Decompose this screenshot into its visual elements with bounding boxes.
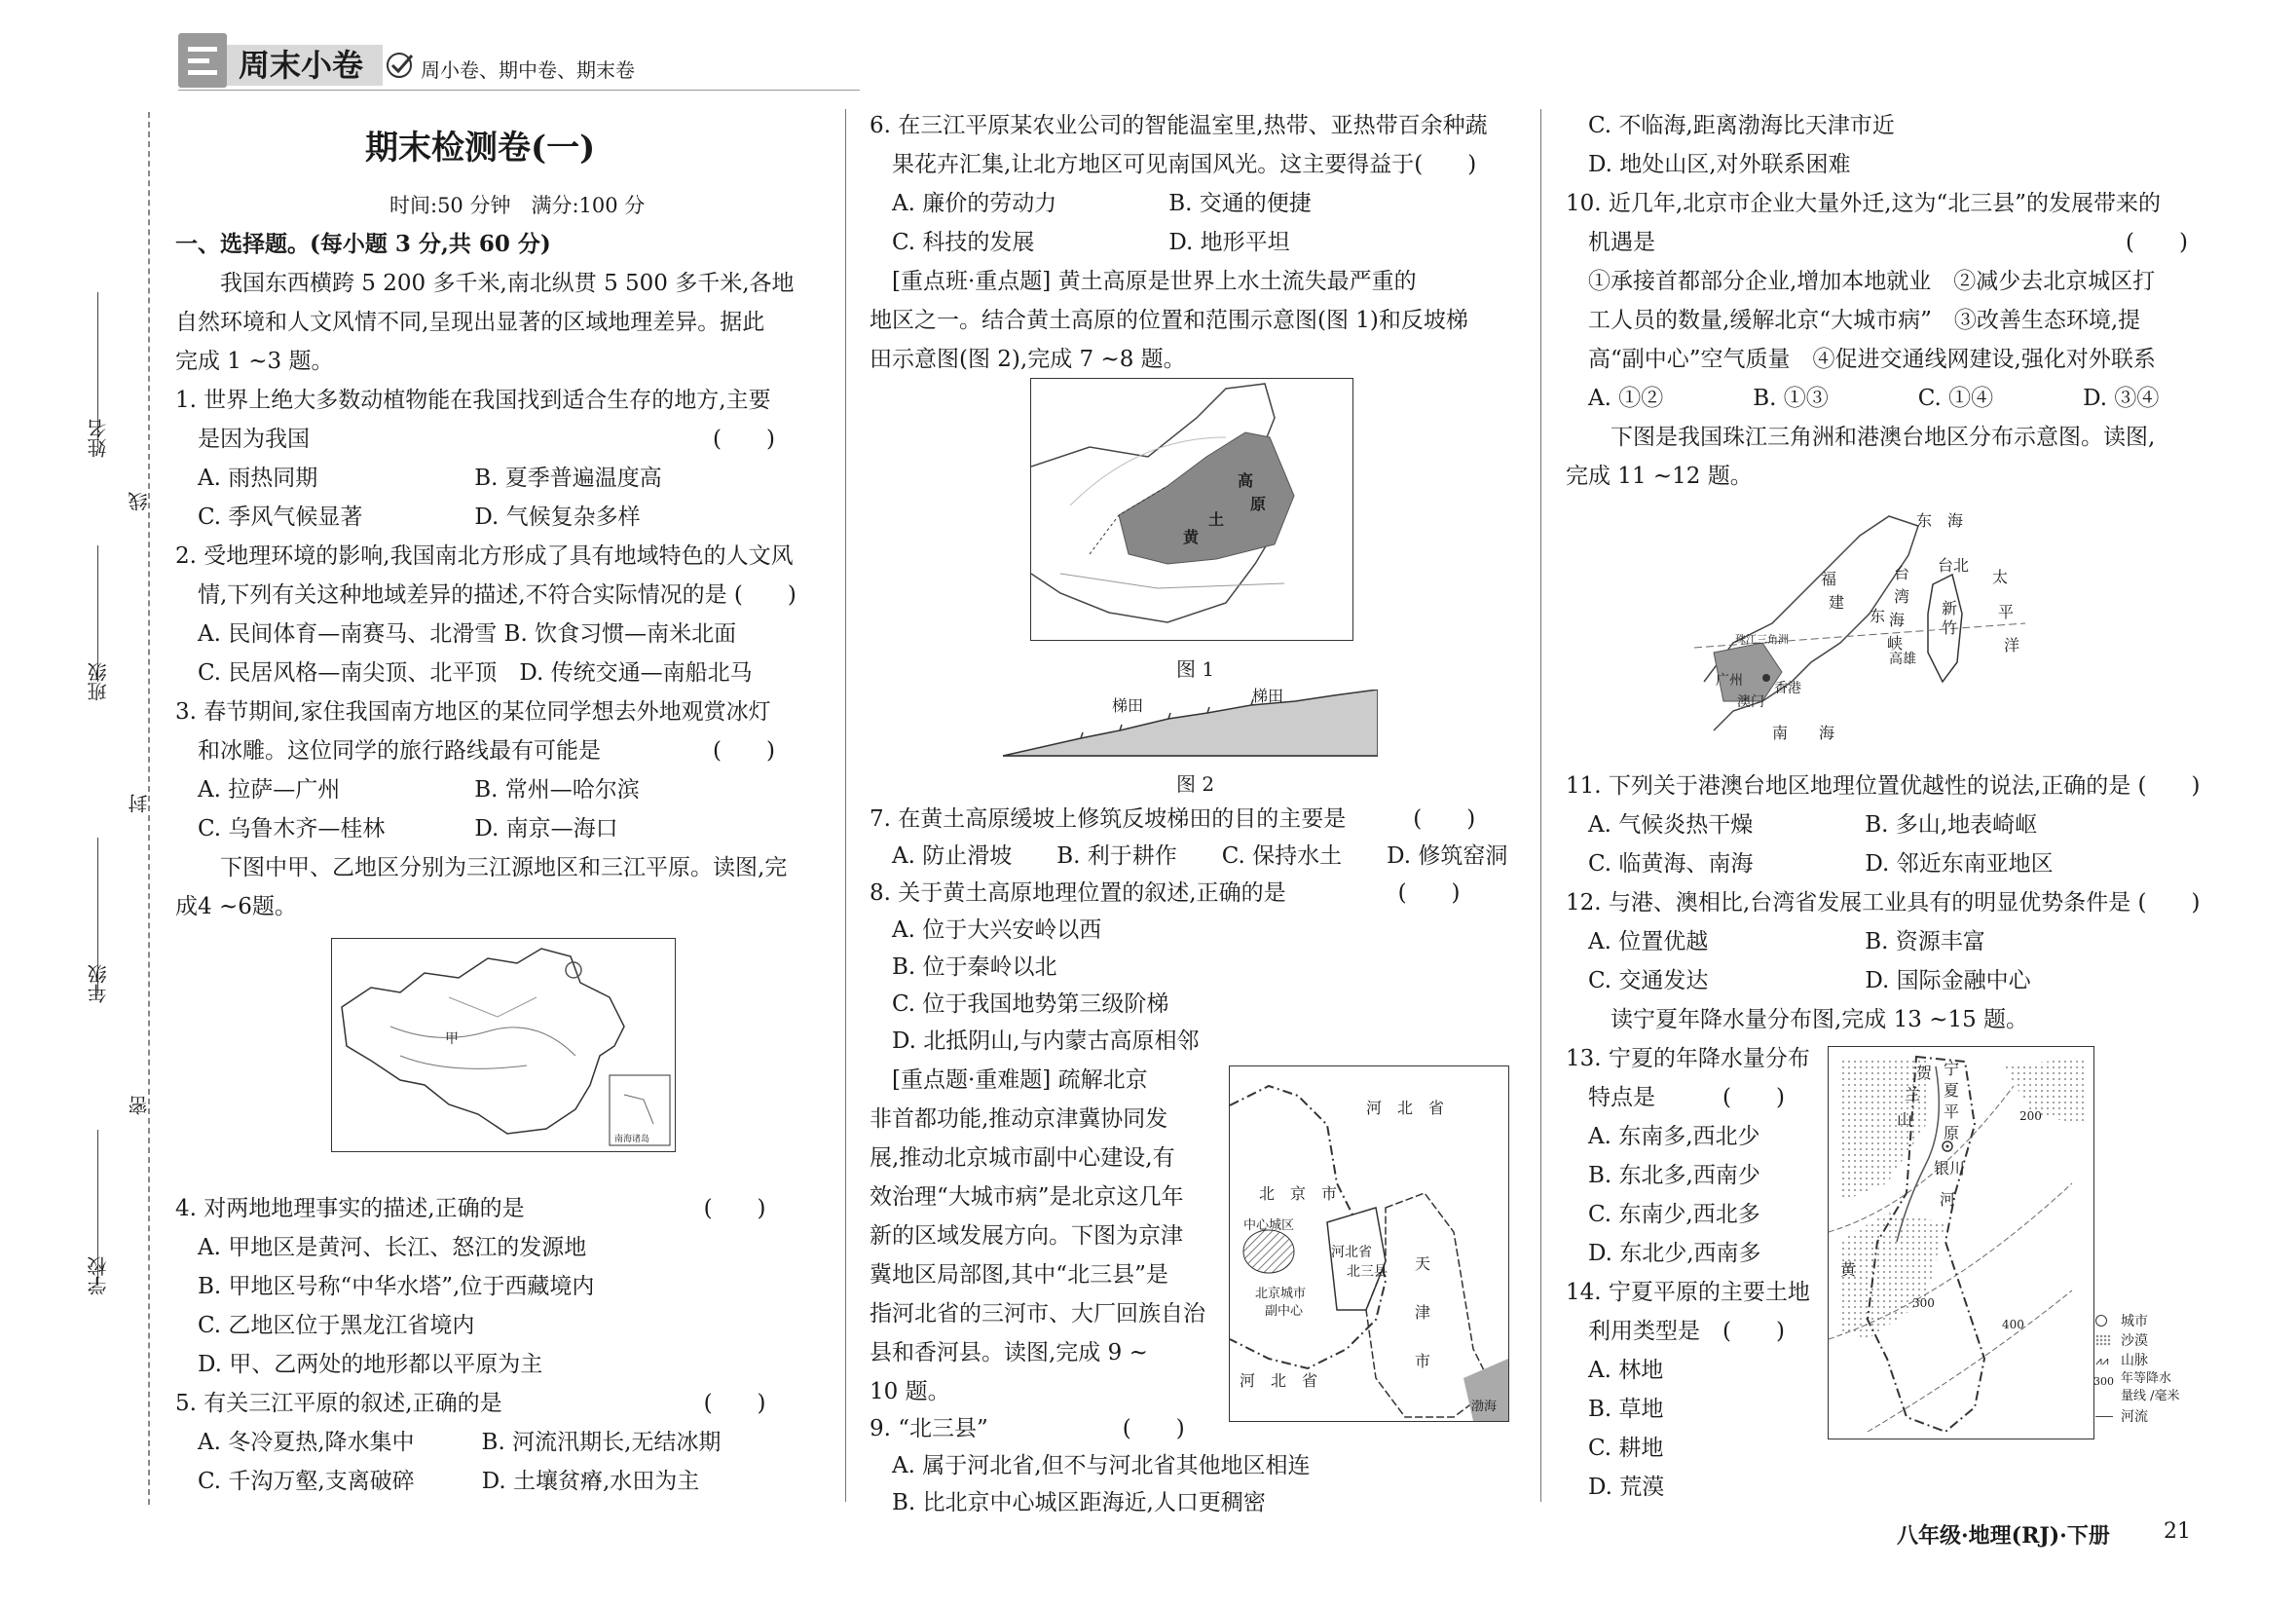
label-river-he: 河	[1940, 1190, 1956, 1209]
option-line: D. 地处山区,对外联系困难	[1566, 152, 1851, 177]
label-sub-center-1: 北京城市	[1255, 1287, 1307, 1301]
label-sub-center-2: 副中心	[1265, 1304, 1304, 1319]
paper-meta: 时间:50 分钟 满分:100 分	[389, 194, 646, 217]
legend-city: 城市	[2121, 1314, 2148, 1329]
option-line: C. 交通发达 D. 国际金融中心	[1566, 968, 2031, 993]
label-south-sea: 南 海	[1772, 724, 1835, 742]
label-fu: 福	[1821, 570, 1837, 588]
question-3: 3. 春节期间,家住我国南方地区的某位同学想去外地观赏冰灯	[175, 699, 771, 725]
footer-text: 八年级·地理(RJ)·下册	[1897, 1523, 2110, 1549]
column-divider-2	[1540, 109, 1541, 1502]
text-line: 非首都功能,推动京津冀协同发	[870, 1106, 1168, 1132]
legend-mountain: 山脉	[2121, 1353, 2148, 1368]
text-line: ①承接首都部分企业,增加本地就业 ②减少去北京城区打	[1566, 269, 2156, 294]
header-subtitle: 周小卷、期中卷、期末卷	[421, 58, 635, 82]
river-icon	[2095, 1416, 2113, 1417]
text-line: 新的区域发展方向。下图为京津	[870, 1223, 1183, 1249]
option-line: A. 属于河北省,但不与河北省其他地区相连	[870, 1453, 1311, 1478]
label-hk: 香港	[1774, 681, 1801, 696]
legend-isohyet-b: 量线 /毫米	[2121, 1389, 2180, 1403]
text-line: 是因为我国 ( )	[175, 427, 775, 452]
label-tai: 太	[1992, 568, 2009, 586]
figure-2-caption: 图 2	[1176, 772, 1215, 796]
question-2: 2. 受地理环境的影响,我国南北方形成了具有地域特色的人文风	[175, 543, 794, 569]
question-9: 9. “北三县” ( )	[870, 1416, 1185, 1441]
text-line: 特点是 ( )	[1566, 1085, 1785, 1110]
prd-taiwan-map	[1694, 506, 2025, 750]
option-line: A. 雨热同期 B. 夏季普遍温度高	[175, 466, 662, 491]
label-ping2: 平	[1944, 1102, 1960, 1121]
question-13: 13. 宁夏的年降水量分布	[1566, 1046, 1810, 1071]
label-isohyet-200: 200	[2019, 1109, 2042, 1123]
china-map	[331, 938, 676, 1152]
option-line: B. 东北多,西南少	[1566, 1163, 1760, 1188]
label-hebei-top: 河 北 省	[1366, 1099, 1445, 1117]
text-line: 自然环境和人文风情不同,呈现出显著的区域地理差异。据此	[175, 310, 765, 335]
ningxia-map	[1828, 1046, 2094, 1439]
label-taiwan-strait-1: 台	[1894, 564, 1910, 582]
option-line: D. 荒漠	[1566, 1475, 1665, 1500]
class-label: 班级	[87, 662, 110, 701]
option-line: C. 不临海,距离渤海比天津市近	[1566, 113, 1895, 138]
option-line: A. 林地	[1566, 1358, 1664, 1383]
label-taiwan-strait-3: 海	[1889, 611, 1906, 629]
option-line: C. 千沟万壑,支离破碎 D. 土壤贫瘠,水田为主	[175, 1469, 700, 1494]
terrace-profile	[1003, 687, 1378, 760]
option-line: B. 比北京中心城区距海近,人口更稠密	[870, 1490, 1266, 1515]
question-7: 7. 在黄土高原缓坡上修筑反坡梯田的目的主要是 ( )	[870, 806, 1476, 832]
text-line: 成4 ~6题。	[175, 894, 297, 919]
seal-feng: 封	[128, 794, 151, 813]
name-label: 姓名	[87, 419, 110, 458]
legend-isohyet-a: 年等降水	[2121, 1371, 2172, 1386]
option-line: C. 民居风格—南尖顶、北平顶 D. 传统交通—南船北马	[175, 660, 753, 686]
label-tu: 土	[1208, 510, 1225, 529]
label-guangzhou: 广州	[1716, 673, 1743, 689]
section-heading: 一、选择题。(每小题 3 分,共 60 分)	[175, 231, 551, 257]
option-line: A. 甲地区是黄河、长江、怒江的发源地	[175, 1235, 587, 1260]
option-line: A. 冬冷夏热,降水集中 B. 河流汛期长,无结冰期	[175, 1430, 722, 1455]
seal-xian: 线	[128, 492, 151, 511]
option-line: A. 气候炎热干燥 B. 多山,地表崎岖	[1566, 812, 2038, 838]
text-line: 县和香河县。读图,完成 9 ~	[870, 1340, 1148, 1365]
label-xin: 新	[1942, 599, 1958, 617]
loess-plateau-map	[1030, 378, 1353, 641]
question-1: 1. 世界上绝大多数动植物能在我国找到适合生存的地方,主要	[175, 388, 771, 413]
option-line: B. 甲地区号称“中华水塔”,位于西藏境内	[175, 1274, 595, 1299]
option-line: D. 甲、乙两处的地形都以平原为主	[175, 1352, 543, 1377]
label-lan: 兰	[1905, 1085, 1921, 1103]
question-4: 4. 对两地地理事实的描述,正确的是 ( )	[175, 1196, 766, 1221]
label-zhu: 竹	[1942, 618, 1958, 637]
city-icon	[2095, 1315, 2107, 1327]
desert-icon	[2095, 1334, 2111, 1346]
label-huang: 黄	[1183, 528, 1200, 546]
option-line: C. 耕地	[1566, 1436, 1664, 1461]
text-line: 利用类型是 ( )	[1566, 1319, 1785, 1344]
option-line: A. 东南多,西北少	[1566, 1124, 1760, 1149]
label-terrace-a: 梯田	[1112, 696, 1144, 715]
legend-num: 300	[2093, 1375, 2114, 1388]
label-isohyet-400: 400	[2002, 1318, 2024, 1331]
text-line: 工人员的数量,缓解北京“大城市病” ③改善生态环境,提	[1566, 308, 2141, 333]
option-line: A. 民间体育—南赛马、北滑雪 B. 饮食习惯—南米北面	[175, 621, 737, 647]
label-xia: 夏	[1944, 1081, 1960, 1100]
legend-desert: 沙漠	[2121, 1333, 2148, 1349]
label-yang: 洋	[2004, 636, 2020, 654]
jingjinji-map	[1229, 1065, 1509, 1422]
label-yuan: 原	[1250, 495, 1267, 513]
grade-label: 年级	[87, 964, 110, 1003]
option-line: A. 位于大兴安岭以西	[870, 917, 1102, 943]
label-tian: 天	[1415, 1254, 1431, 1273]
text-line: 我国东西横跨 5 200 多千米,南北纵贯 5 500 多千米,各地	[175, 271, 795, 296]
label-he: 贺	[1916, 1064, 1933, 1082]
option-line: C. 科技的发展 D. 地形平坦	[870, 230, 1290, 255]
label-nanhai-islands: 南海诸岛	[614, 1135, 650, 1144]
text-line: [重点题·重难题] 疏解北京	[870, 1067, 1148, 1093]
label-jia: 甲	[445, 1031, 459, 1047]
label-terrace-b: 梯田	[1252, 687, 1284, 705]
text-line: 读宁夏年降水量分布图,完成 13 ~15 题。	[1566, 1007, 2029, 1032]
paper-title: 期末检测卷(一)	[365, 129, 596, 168]
label-beijing: 北 京 市	[1259, 1184, 1338, 1203]
label-shi: 市	[1415, 1352, 1431, 1370]
label-prd: 珠江三角洲	[1735, 633, 1789, 646]
text-line: 指河北省的三河市、大厂回族自治	[870, 1301, 1205, 1327]
text-line: 地区之一。结合黄土高原的位置和范围示意图(图 1)和反坡梯	[870, 308, 1468, 333]
header-badge: 周末小卷	[239, 47, 364, 84]
text-line: 高“副中心”空气质量 ④促进交通线网建设,强化对外联系	[1566, 347, 2156, 372]
option-line: B. 位于秦岭以北	[870, 954, 1057, 980]
header-rule	[178, 90, 860, 91]
label-jin: 津	[1415, 1303, 1431, 1322]
option-line: A. ①② B. ①③ C. ①④ D. ③④	[1566, 386, 2160, 411]
question-10: 10. 近几年,北京市企业大量外迁,这为“北三县”的发展带来的	[1566, 191, 2162, 216]
text-line: 情,下列有关这种地域差异的描述,不符合实际情况的是 ( )	[175, 582, 796, 608]
label-macau: 澳门	[1737, 694, 1764, 710]
option-line: C. 乌鲁木齐—桂林 D. 南京—海口	[175, 816, 618, 841]
text-line: 效治理“大城市病”是北京这几年	[870, 1184, 1184, 1210]
mountain-icon: ⩘⩘	[2095, 1354, 2109, 1367]
seal-mi: 密	[128, 1096, 151, 1115]
label-river-huang: 黄	[1840, 1260, 1857, 1279]
text-line: [重点班·重点题] 黄土高原是世界上水土流失最严重的	[870, 269, 1417, 294]
label-yuan2: 原	[1944, 1124, 1960, 1142]
label-isohyet-300: 300	[1912, 1296, 1935, 1310]
option-line: D. 东北少,西南多	[1566, 1241, 1761, 1266]
label-gao: 高	[1238, 471, 1254, 490]
option-line: B. 草地	[1566, 1397, 1664, 1422]
label-taibei: 台北	[1938, 556, 1970, 575]
label-ning: 宁	[1944, 1060, 1960, 1078]
text-line: 10 题。	[870, 1379, 950, 1404]
text-line: 完成 11 ~12 题。	[1566, 464, 1753, 489]
legend-river: 河流	[2121, 1409, 2148, 1425]
label-hebei-mid: 河北省	[1331, 1245, 1372, 1260]
text-line: 田示意图(图 2),完成 7 ~8 题。	[870, 347, 1186, 372]
option-line: C. 位于我国地势第三级阶梯	[870, 991, 1169, 1017]
option-line: C. 临黄海、南海 D. 邻近东南亚地区	[1566, 851, 2054, 877]
text-line: 冀地区局部图,其中“北三县”是	[870, 1262, 1168, 1288]
option-line: C. 东南少,西北多	[1566, 1202, 1760, 1227]
header-logo	[178, 33, 227, 88]
option-line: D. 北抵阴山,与内蒙古高原相邻	[870, 1028, 1200, 1054]
label-east-sea: 东 海	[1916, 511, 1964, 530]
question-6: 6. 在三江平原某农业公司的智能温室里,热带、亚热带百余种蔬	[870, 113, 1488, 138]
option-line: A. 拉萨—广州 B. 常州—哈尔滨	[175, 777, 640, 803]
question-8: 8. 关于黄土高原地理位置的叙述,正确的是 ( )	[870, 880, 1461, 906]
label-beisan: 北三县	[1347, 1264, 1388, 1280]
check-icon	[386, 51, 415, 80]
page-number: 21	[2164, 1519, 2191, 1544]
question-5: 5. 有关三江平原的叙述,正确的是 ( )	[175, 1391, 766, 1416]
label-yinchuan: 银川	[1934, 1159, 1966, 1177]
class-line	[97, 545, 98, 682]
label-shan: 山	[1897, 1110, 1913, 1129]
figure-1-caption: 图 1	[1176, 657, 1215, 681]
text-line: 机遇是 ( )	[1566, 230, 2188, 255]
column-divider-1	[845, 109, 846, 1502]
label-gaoxiong: 高雄	[1889, 652, 1916, 667]
option-line: A. 位置优越 B. 资源丰富	[1566, 929, 1985, 954]
text-line: 下图是我国珠江三角洲和港澳台地区分布示意图。读图,	[1566, 425, 2156, 450]
option-line: C. 季风气候显著 D. 气候复杂多样	[175, 505, 641, 530]
text-line: 完成 1 ~3 题。	[175, 349, 334, 374]
label-ping: 平	[1998, 603, 2015, 621]
ningxia-legend	[2095, 1313, 2183, 1439]
school-label: 学校	[87, 1256, 110, 1295]
question-14: 14. 宁夏平原的主要土地	[1566, 1280, 1810, 1305]
label-hebei-bottom: 河 北 省	[1240, 1371, 1318, 1390]
text-line: 展,推动北京城市副中心建设,有	[870, 1145, 1175, 1171]
option-line: A. 防止滑坡 B. 利于耕作 C. 保持水土 D. 修筑窑洞	[870, 843, 1508, 869]
label-jian: 建	[1829, 593, 1845, 612]
label-bohai: 渤海	[1471, 1400, 1498, 1414]
question-11: 11. 下列关于港澳台地区地理位置优越性的说法,正确的是 ( )	[1566, 773, 2201, 799]
option-line: A. 廉价的劳动力 B. 交通的便捷	[870, 191, 1312, 216]
label-dong: 东	[1870, 607, 1886, 625]
text-line: 下图中甲、乙地区分别为三江源地区和三江平原。读图,完	[175, 855, 788, 880]
label-center-district: 中心城区	[1243, 1218, 1295, 1233]
question-12: 12. 与港、澳相比,台湾省发展工业具有的明显优势条件是 ( )	[1566, 890, 2201, 916]
option-line: C. 乙地区位于黑龙江省境内	[175, 1313, 475, 1338]
text-line: 果花卉汇集,让北方地区可见南国风光。这主要得益于( )	[870, 152, 1477, 177]
label-taiwan-strait-2: 湾	[1894, 587, 1910, 606]
text-line: 和冰雕。这位同学的旅行路线最有可能是 ( )	[175, 738, 775, 764]
label-taiwan-strait-4: 峡	[1887, 634, 1904, 653]
